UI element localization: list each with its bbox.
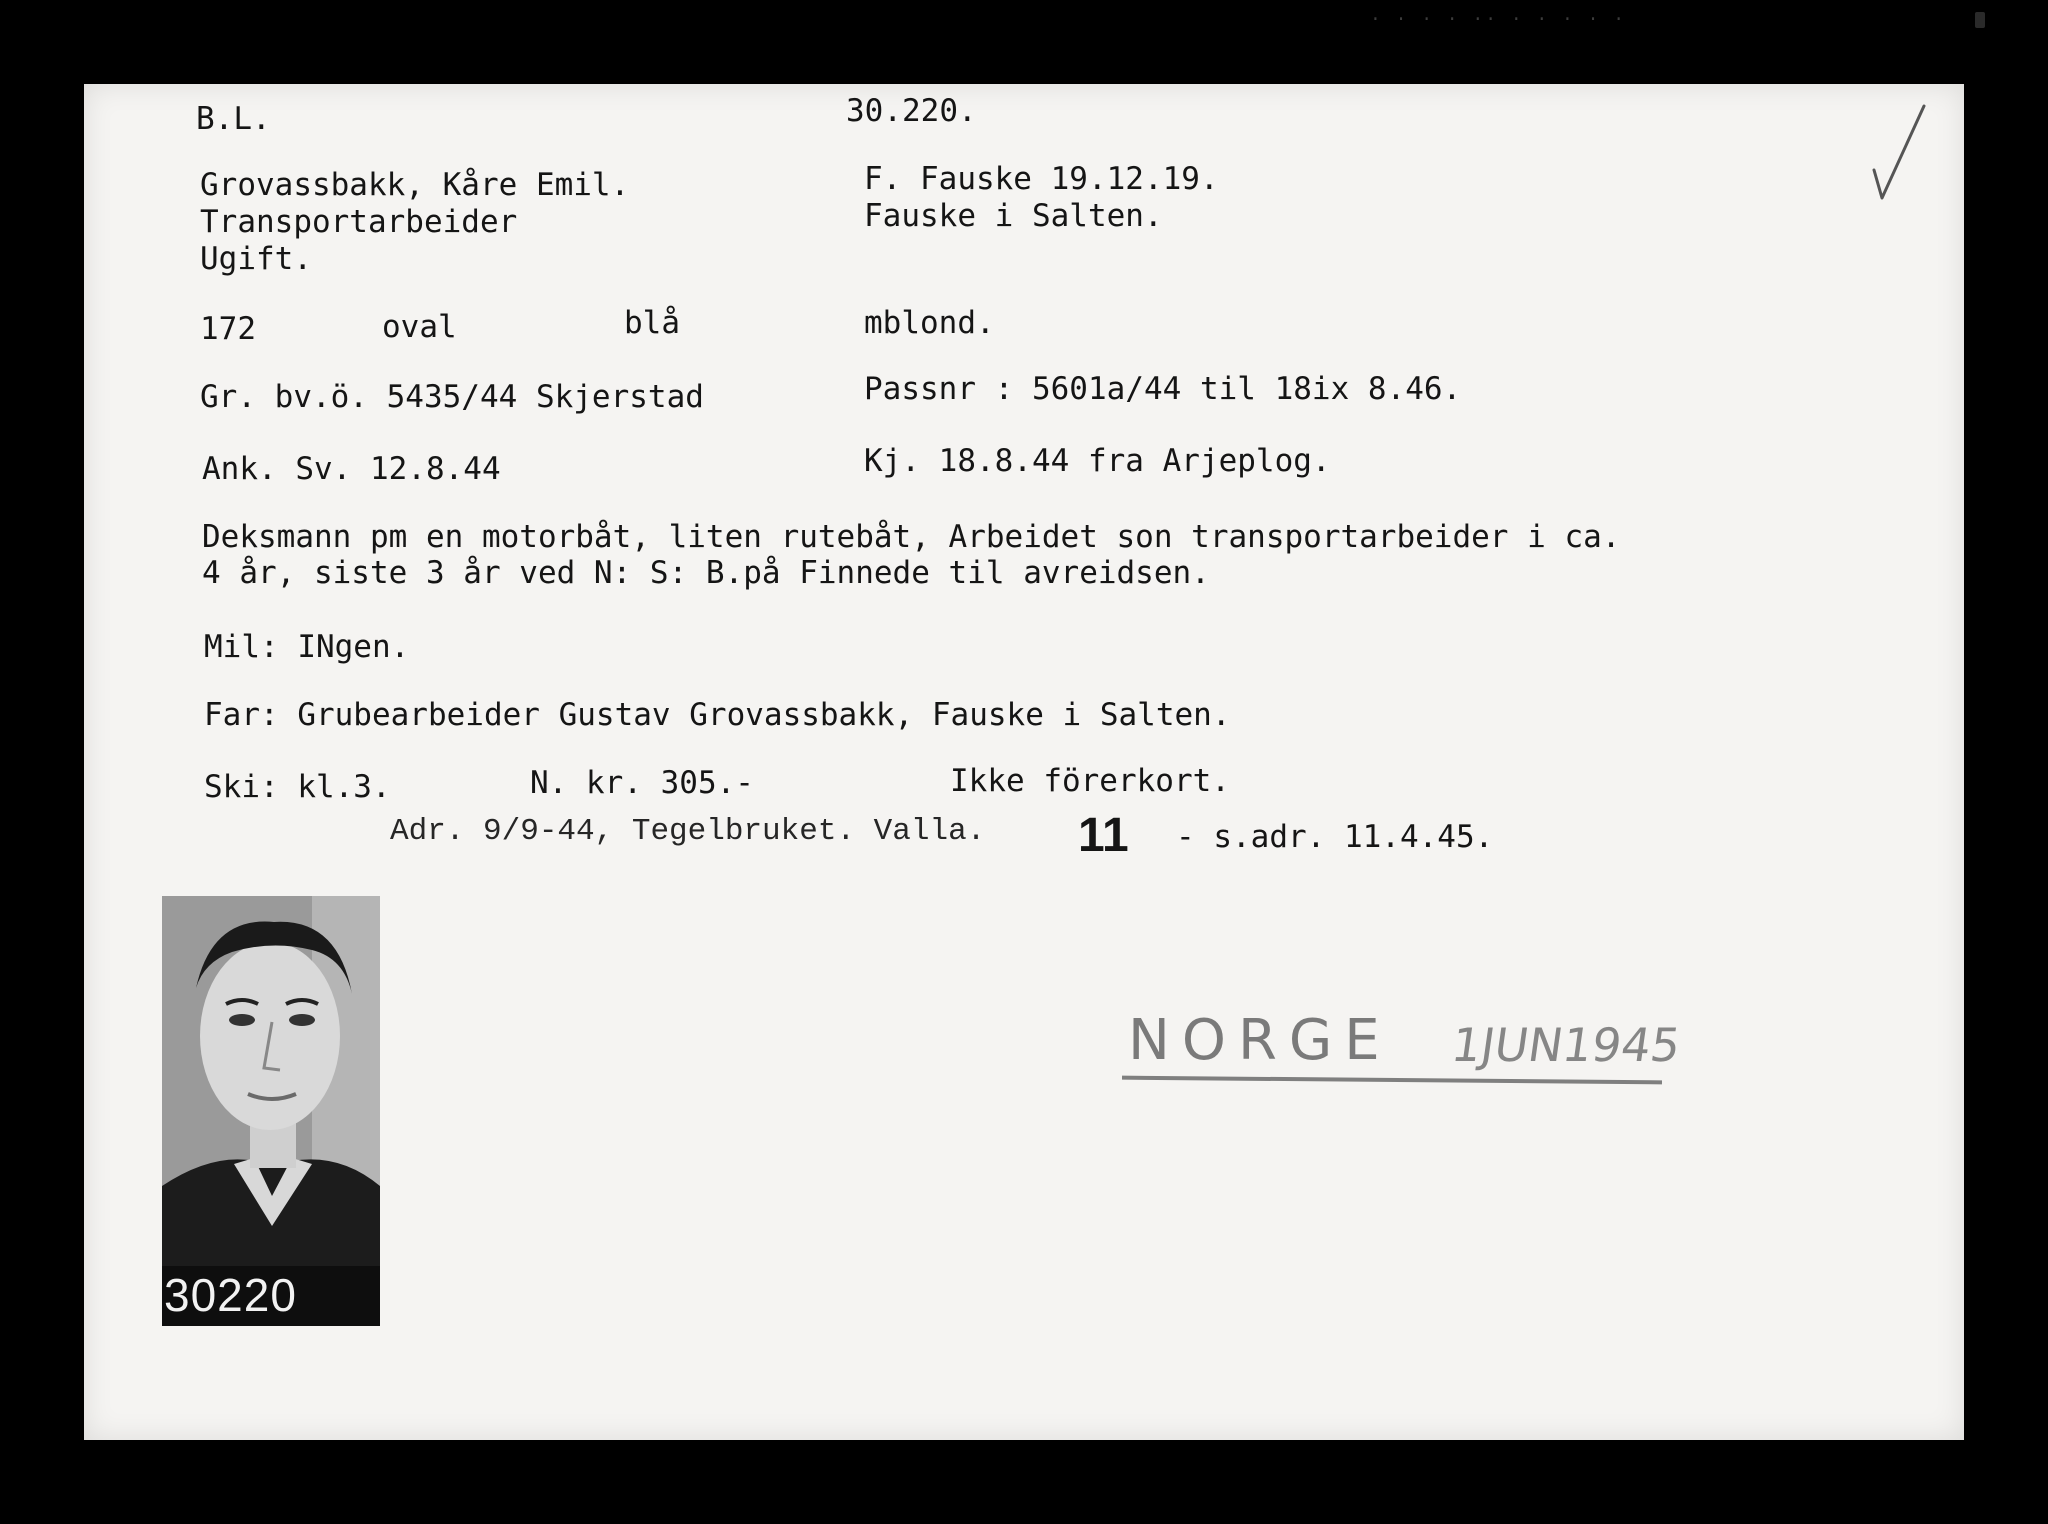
ski-info: Ski: kl.3. [204, 769, 391, 805]
height-value: 172 [200, 311, 256, 347]
person-birth: F. Fauske 19.12.19. [864, 161, 1219, 197]
top-edge-mark [1975, 12, 1985, 28]
came-from-info: Kj. 18.8.44 fra Arjeplog. [864, 443, 1331, 479]
father-info: Far: Grubearbeider Gustav Grovassbakk, Fauske i Salten. [204, 697, 1231, 733]
stamp-date: 1JUN1945 [1448, 1018, 1684, 1072]
stamp-underline [1122, 1076, 1662, 1085]
photo-number: 30220 [164, 1269, 297, 1321]
stamp-word: NORGE [1128, 1008, 1392, 1073]
address-date: - s.adr. 11.4.45. [1176, 819, 1494, 855]
passport-info: Passnr : 5601a/44 til 18ix 8.46. [864, 371, 1462, 407]
license-info: Ikke förerkort. [950, 763, 1230, 799]
card-number: 30.220. [846, 93, 977, 129]
registration-card [84, 84, 1964, 1440]
portrait-photo [162, 896, 380, 1326]
check-mark-icon [1868, 100, 1928, 210]
person-name: Grovassbakk, Kåre Emil. [200, 167, 630, 203]
border-crossing-info: Gr. bv.ö. 5435/44 Skjerstad [200, 379, 704, 415]
person-occupation: Transportarbeider [200, 204, 518, 240]
top-smudge: · · · · ·· · · · · · [1370, 10, 1627, 30]
eye-color-value: blå [624, 305, 680, 341]
arrival-info: Ank. Sv. 12.8.44 [202, 451, 501, 487]
norge-stamp [1104, 1002, 1684, 1098]
hair-color-value: mblond. [864, 305, 995, 341]
remarks-line-2: 4 år, siste 3 år ved N: S: B.på Finnede til avreidsen. [202, 555, 1210, 591]
card-code: B.L. [196, 101, 271, 137]
remarks-line-1: Deksmann pm en motorbåt, liten rutebåt, Arbeidet son transportarbeider i ca. [202, 519, 1621, 555]
money-info: N. kr. 305.- [530, 765, 754, 801]
address-line: Adr. 9/9-44, Tegelbruket. Valla. [390, 814, 986, 849]
person-residence: Fauske i Salten. [864, 198, 1163, 234]
address-number: 11 [1078, 809, 1129, 862]
military-info: Mil: INgen. [204, 629, 410, 665]
face-value: oval [382, 309, 457, 345]
person-marital-status: Ugift. [200, 241, 312, 277]
